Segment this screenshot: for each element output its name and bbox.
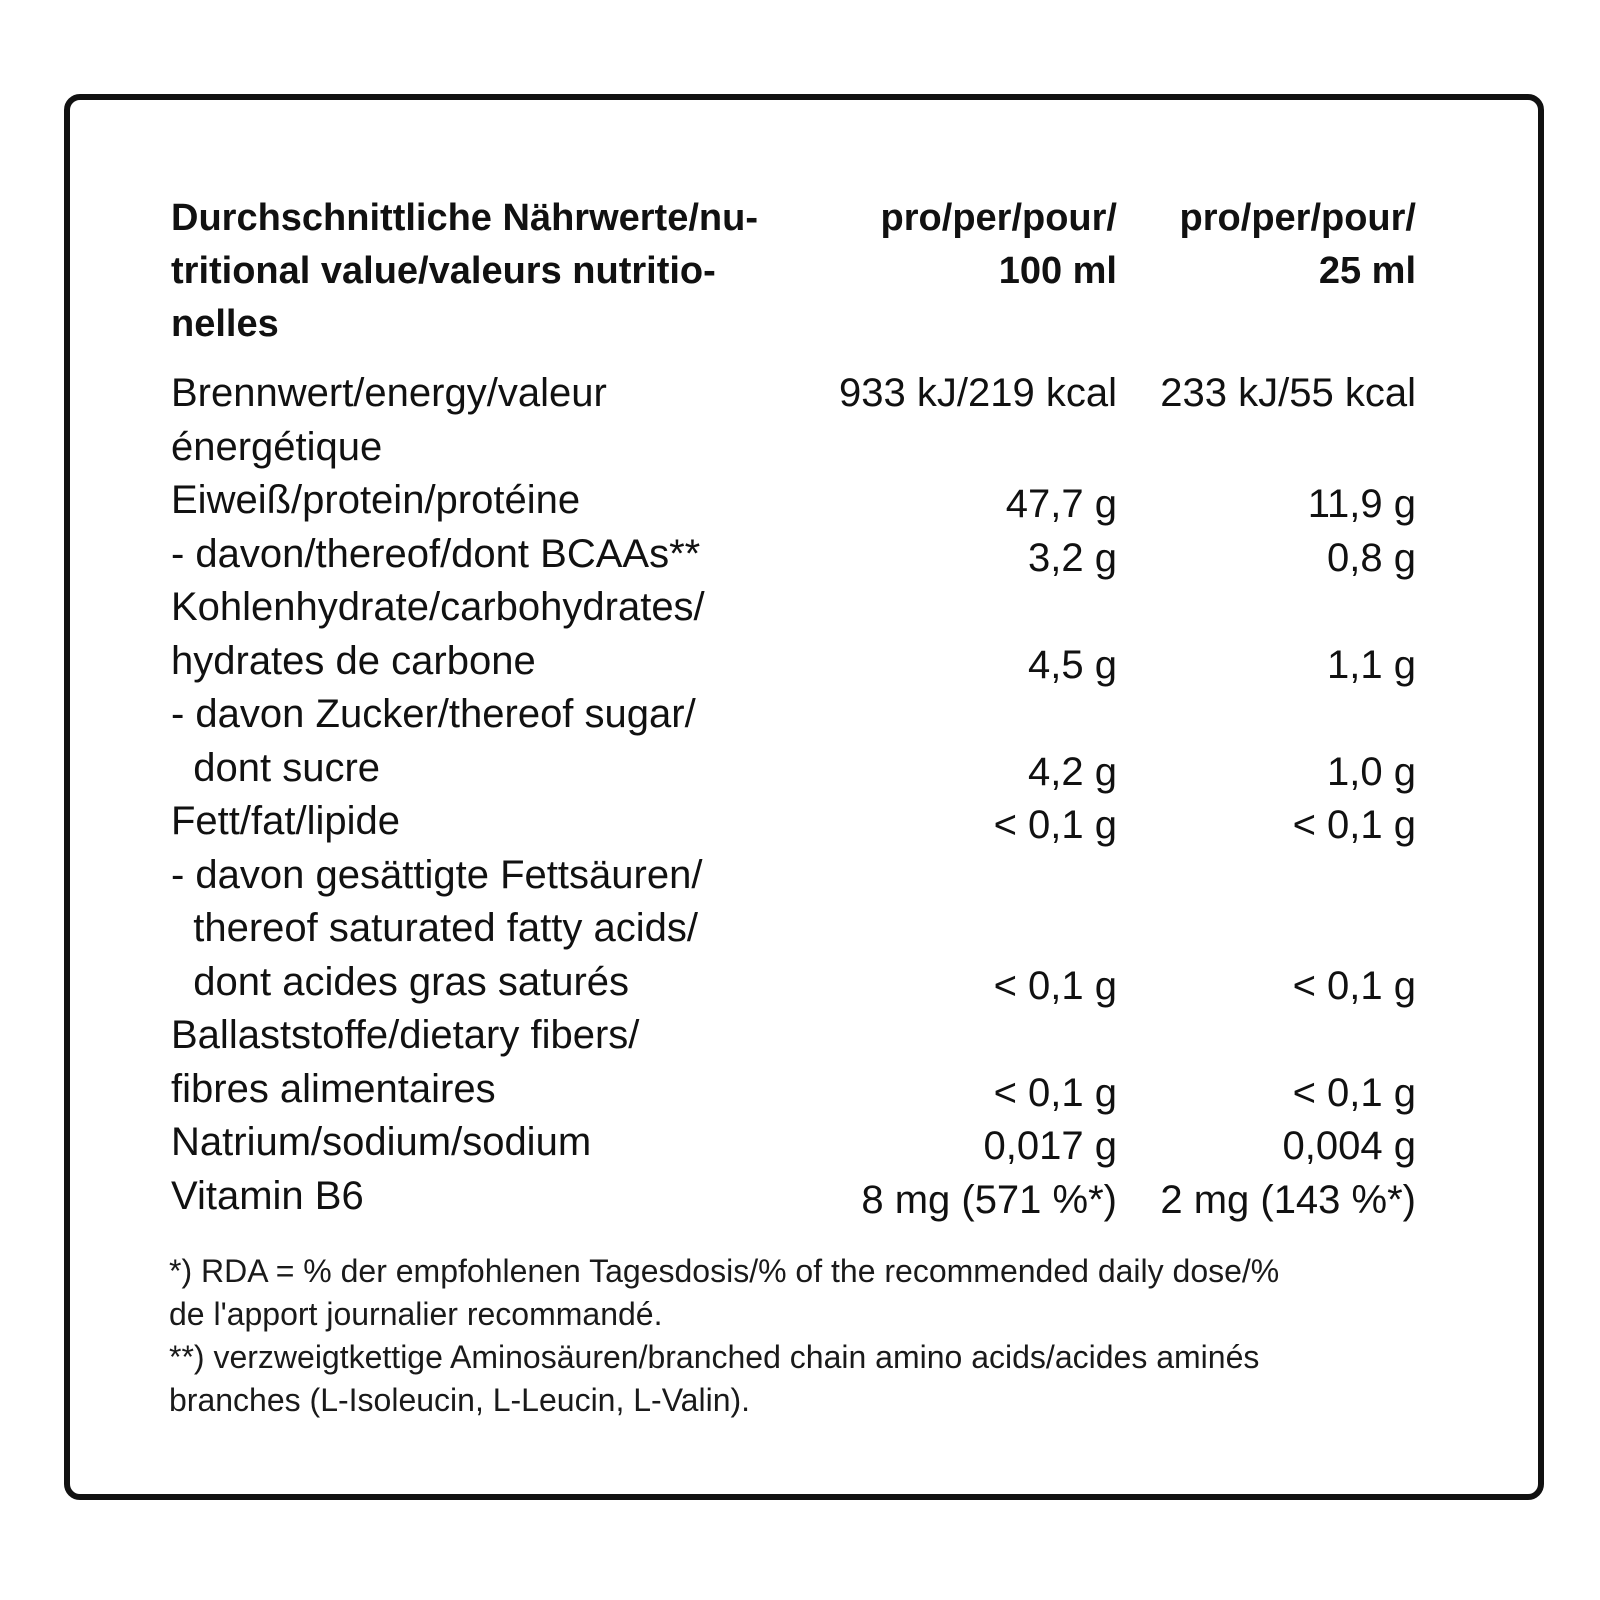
value-per-25ml: 233 kJ/55 kcal [1160,371,1416,415]
value-per-25ml: 11,9 g [1307,482,1416,526]
table-header [171,192,1446,351]
value-per-100ml: 4,2 g [1028,749,1117,794]
nutrition-table [171,192,1446,1223]
nutrient-label: Vitamin B6 [171,1173,364,1218]
value-per-25ml: 1,1 g [1327,642,1416,687]
value-per-100ml: 8 mg (571 %*) [861,1177,1117,1222]
value-per-100ml: 4,5 g [1028,642,1117,687]
table-row [171,795,1446,849]
nutrient-label: Fett/fat/lipide [171,799,401,843]
nutrient-label: Eiweiß/protein/protéine [171,478,581,522]
nutrient-label: - davon Zucker/thereof sugar/ dont sucre [171,692,696,790]
table-row [171,1009,1446,1116]
nutrient-label: - davon gesättigte Fettsäuren/ thereof saturated fatty acids/ dont acides gras saturés [171,852,703,1004]
value-per-100ml: 3,2 g [1028,535,1117,580]
table-row [171,1170,1446,1224]
value-per-100ml: 47,7 g [1005,482,1117,526]
value-per-100ml: < 0,1 g [993,803,1117,847]
value-per-100ml: < 0,1 g [993,1070,1117,1115]
value-per-25ml: 0,8 g [1327,535,1416,580]
nutrient-label: Brennwert/energy/valeur énergétique [171,371,607,469]
nutrient-rows [171,367,1446,1223]
nutrient-label: - davon/thereof/dont BCAAs** [171,531,701,576]
header-col-25ml: pro/per/pour/ 25 ml [1179,197,1416,292]
value-per-25ml: 1,0 g [1327,749,1416,794]
footnote-bcaa: **) verzweigtkettige Aminosäuren/branched chain amino acids/acides aminés branches (L-Isoleucin, L-Leucin, L-Valin). [169,1339,1260,1418]
value-per-100ml: 0,017 g [983,1124,1117,1168]
value-per-100ml: < 0,1 g [993,963,1117,1008]
value-per-25ml: 0,004 g [1282,1124,1416,1168]
nutrient-label: Natrium/sodium/sodium [171,1120,592,1164]
footnote-rda: *) RDA = % der empfohlenen Tagesdosis/% of the recommended daily dose/% de l'apport journalier recommandé. [169,1253,1280,1332]
nutrient-label: Ballaststoffe/dietary fibers/ fibres alimentaires [171,1013,640,1111]
header-col-100ml: pro/per/pour/ 100 ml [880,197,1117,292]
header-label: Durchschnittliche Nährwerte/nu- tritional value/valeurs nutritio- nelles [171,197,758,345]
table-row [171,581,1446,688]
table-row [171,474,1446,528]
value-per-25ml: < 0,1 g [1292,963,1416,1008]
value-per-25ml: < 0,1 g [1292,1070,1416,1115]
value-per-100ml: 933 kJ/219 kcal [839,371,1117,415]
value-per-25ml: 2 mg (143 %*) [1160,1177,1416,1222]
table-row [171,1116,1446,1170]
nutrient-label: Kohlenhydrate/carbohydrates/ hydrates de carbone [171,585,705,683]
table-row [171,688,1446,795]
table-row [171,367,1446,474]
value-per-25ml: < 0,1 g [1292,803,1416,847]
table-row [171,528,1446,582]
table-row [171,849,1446,1010]
footnotes [169,1250,1439,1422]
